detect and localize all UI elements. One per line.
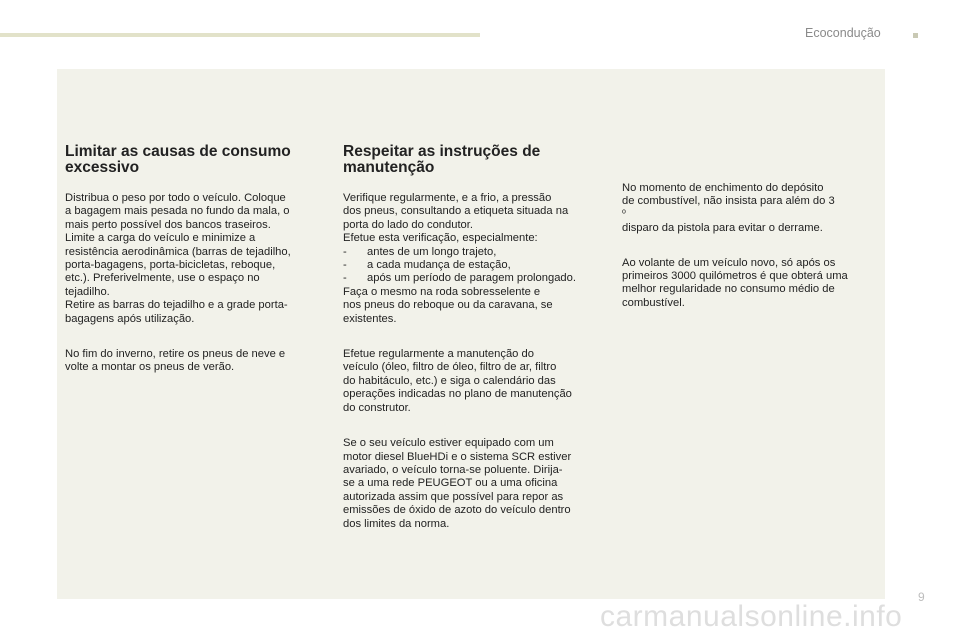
list-item [343, 259, 605, 272]
list-item [343, 246, 605, 259]
text-line: resistência aerodinâmica (barras de tejadilho, [65, 245, 291, 258]
text-line: a bagagem mais pesada no fundo da mala, o [65, 205, 290, 218]
text-line: do habitáculo, etc.) e siga o calendário das [343, 374, 556, 387]
column-refuel [622, 182, 884, 310]
text-line: No momento de enchimento do depósito [622, 182, 824, 194]
dash-bullet: - [343, 245, 347, 258]
text-line: Verifique regularmente, e a frio, a pressão [343, 192, 552, 204]
paragraph-refuelling [622, 182, 884, 236]
text-line: etc.). Preferivelmente, use o espaço no [65, 272, 260, 285]
page-number: 9 [918, 590, 925, 604]
paragraph-tyres [65, 348, 330, 375]
text-line: porta do lado do condutor. [343, 218, 473, 231]
watermark: carmanualsonline.info [600, 600, 903, 633]
heading-maintenance-line1: Respeitar as instruções de [343, 143, 541, 160]
text-line: nos pneus do reboque ou da caravana, se [343, 299, 553, 312]
text-line: dos pneus, consultando a etiqueta situada na [343, 205, 569, 218]
paragraph-service [343, 348, 605, 415]
text-line: porta-bagagens, porta-bicicletas, reboque, [65, 259, 276, 272]
text-line: Retire as barras do tejadilho e a grade porta- [65, 299, 288, 312]
text-line: avariado, o veículo torna-se poluente. Dirija- [343, 463, 563, 476]
paragraph-scr-system [343, 437, 605, 531]
text-line: primeiros 3000 quilómetros é que obterá uma [622, 270, 848, 283]
text-line: motor diesel BlueHDi e o sistema SCR estiver [343, 450, 572, 463]
dash-bullet: - [343, 272, 347, 285]
text-line: do construtor. [343, 401, 411, 414]
text-line: Ao volante de um veículo novo, só após os [622, 256, 836, 269]
text-line: Efetue regularmente a manutenção do [343, 348, 534, 361]
header-marker [913, 33, 918, 38]
text-line: veículo (óleo, filtro de óleo, filtro de ar, filtro [343, 361, 557, 374]
heading-consumption-line1: Limitar as causas de consumo [65, 143, 291, 160]
text-line: disparo da pistola para evitar o derrame. [622, 222, 823, 235]
list-item-text: após um período de paragem prolongado. [367, 272, 576, 285]
text-line: tejadilho. [65, 285, 110, 298]
text-line: autorizada assim que possível para repor as [343, 490, 564, 503]
column-maintenance [343, 144, 605, 531]
heading-maintenance-line2: manutenção [343, 159, 435, 176]
text-fragment: de combustível, não insista para além do 3 [622, 195, 835, 208]
dash-bullet: - [343, 259, 347, 272]
list-item-text: antes de um longo trajeto, [367, 245, 497, 258]
text-line: Distribua o peso por todo o veículo. Coloque [65, 192, 286, 204]
text-line: Se o seu veículo estiver equipado com um [343, 437, 554, 450]
ordinal-superscript: o [622, 208, 626, 216]
text-line-with-ordinal [622, 195, 884, 222]
list-item [343, 272, 605, 285]
text-line: existentes. [343, 312, 397, 325]
paragraph-new-vehicle [622, 257, 884, 311]
heading-consumption [65, 144, 330, 176]
text-line: bagagens após utilização. [65, 312, 195, 325]
text-line: Efetue esta verificação, especialmente: [343, 232, 538, 245]
text-line: melhor regularidade no consumo médio de [622, 283, 835, 296]
paragraph-load [65, 192, 330, 326]
header-accent-bar [0, 33, 480, 37]
text-line: Limite a carga do veículo e minimize a [65, 232, 256, 245]
text-line: emissões de óxido de azoto do veículo dentro [343, 504, 571, 517]
text-line: operações indicadas no plano de manutenção [343, 388, 572, 401]
text-line: dos limites da norma. [343, 517, 450, 530]
column-consumption [65, 144, 330, 375]
text-line: No fim do inverno, retire os pneus de neve e [65, 348, 286, 361]
heading-consumption-line2: excessivo [65, 159, 140, 176]
text-line: volte a montar os pneus de verão. [65, 361, 235, 374]
list-item-text: a cada mudança de estação, [367, 259, 511, 272]
text-line: Faça o mesmo na roda sobresselente e [343, 285, 541, 298]
text-line: combustível. [622, 296, 685, 309]
section-title: Ecocondução [805, 26, 881, 40]
text-line: mais perto possível dos bancos traseiros. [65, 218, 271, 231]
paragraph-tyre-pressure [343, 192, 605, 326]
text-line: se a uma rede PEUGEOT ou a uma oficina [343, 477, 558, 490]
heading-maintenance [343, 144, 605, 176]
